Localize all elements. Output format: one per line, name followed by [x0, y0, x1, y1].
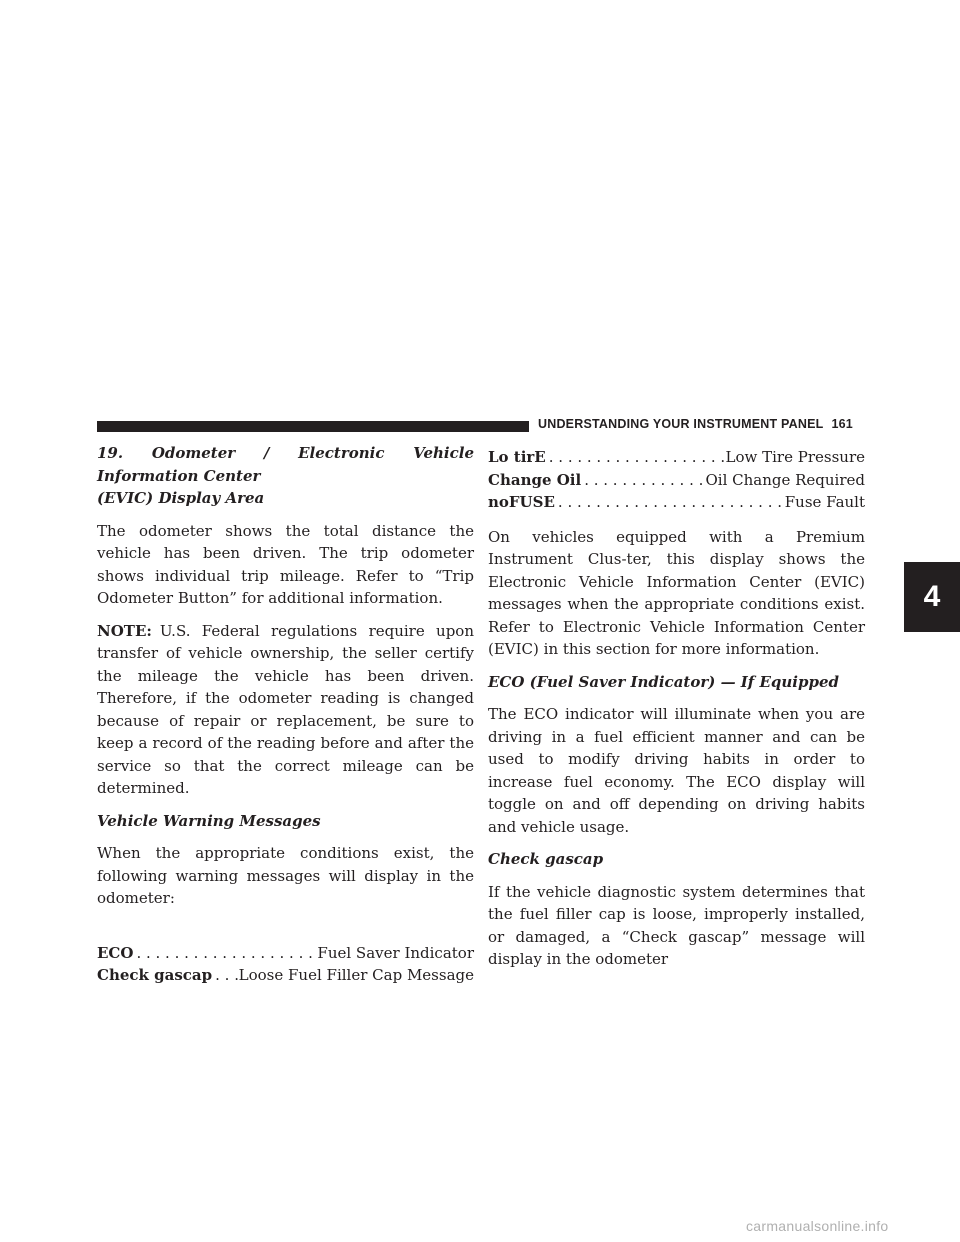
note-text: U.S. Federal regulations require upon transfer of vehicle ownership, the seller certify the mileage the vehicle has been driven. Therefore, if the odometer reading is changed because of repair or replacement, be sure to keep a record of the reading before and after the service so that the correct mileage can be determined.	[97, 621, 474, 797]
gascap-paragraph: If the vehicle diagnostic system determines that the fuel filler cap is loose, improperly installed, or damaged, a “Check gascap” message will display in the odometer	[488, 882, 865, 968]
note-paragraph	[97, 620, 474, 800]
message-row-nofuse: noFUSE . . . Fuse Fault	[488, 491, 865, 514]
warning-paragraph: When the appropriate conditions exist, the following warning messages will display in the odometer:	[97, 844, 474, 907]
chapter-tab: 4	[904, 562, 960, 632]
evic-paragraph: On vehicles equipped with a Premium Instrument Clus-ter, this display shows the Electronic Vehicle Information Center (EVIC) messages when the appropriate conditions exist. Refer to Electronic Vehicle Information Center (EVIC) in this section for more information.	[488, 527, 865, 658]
eco-heading: ECO (Fuel Saver Indicator) — If Equipped	[488, 672, 840, 691]
page-number: 161	[831, 417, 853, 431]
running-header	[538, 417, 868, 431]
warning-heading: Vehicle Warning Messages	[97, 811, 321, 830]
message-row-check-gascap: Check gascap . . . Loose Fuel Filler Cap Message	[97, 964, 474, 987]
message-row-lo-tire: Lo tirE . . . Low Tire Pressure	[488, 446, 865, 469]
left-column	[97, 442, 474, 987]
note-label: NOTE:	[97, 621, 152, 640]
gascap-heading: Check gascap	[488, 850, 604, 868]
message-row-eco: ECO . . . Fuel Saver Indicator	[97, 942, 474, 965]
header-rule	[97, 421, 529, 432]
section-heading: 19. Odometer / Electronic Vehicle Information Center (EVIC) Display Area	[97, 444, 474, 507]
odometer-paragraph: The odometer shows the total distance the vehicle has been driven. The trip odometer shows individual trip mileage. Refer to “Trip Odometer Button” for additional information.	[97, 521, 474, 607]
eco-paragraph: The ECO indicator will illuminate when you are driving in a fuel efficient manner and can be used to modify driving habits in order to increase fuel economy. The ECO display will toggle on and off depending on driving habits and vehicle usage.	[488, 705, 865, 836]
message-row-change-oil: Change Oil . . . Oil Change Required	[488, 469, 865, 492]
right-column	[488, 446, 865, 981]
watermark: carmanualsonline.info	[746, 1218, 889, 1234]
section-title: UNDERSTANDING YOUR INSTRUMENT PANEL	[538, 417, 824, 431]
